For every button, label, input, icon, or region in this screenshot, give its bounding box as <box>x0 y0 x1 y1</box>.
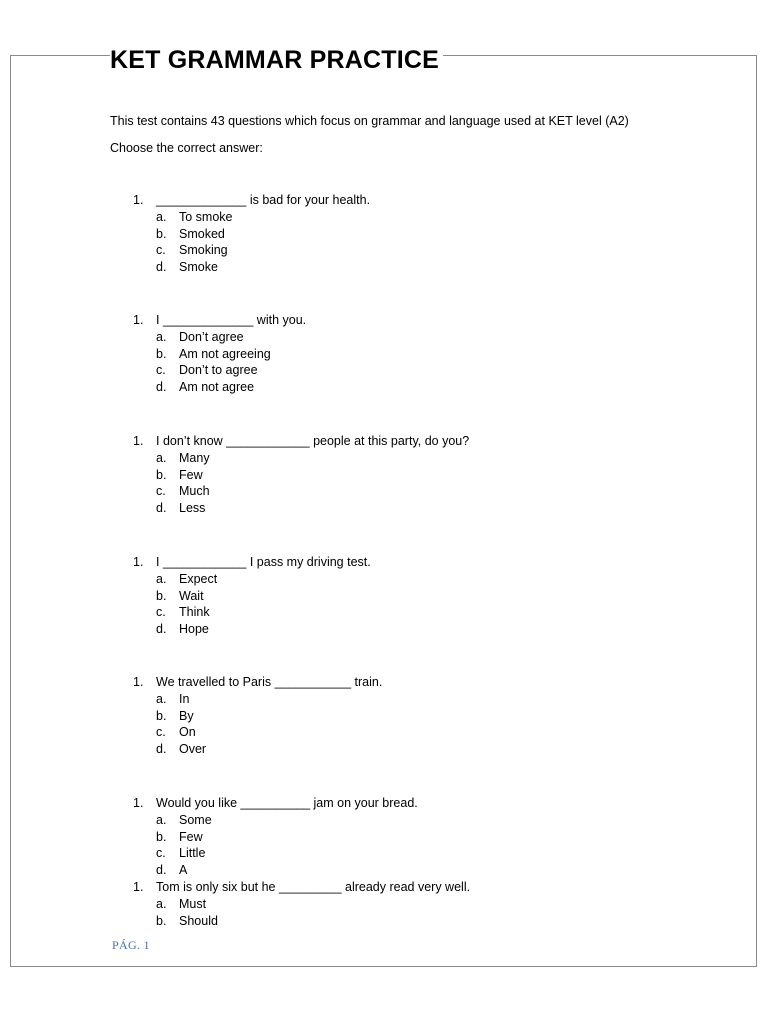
answer-option <box>0 483 400 500</box>
question-number: 1. <box>133 313 144 327</box>
option-letter: d. <box>156 501 167 516</box>
question-text: Tom is only six but he _________ already read very well. <box>156 880 471 894</box>
option-text: Expect <box>179 571 218 586</box>
answer-options <box>0 209 400 276</box>
option-text: Less <box>179 501 206 516</box>
option-text: Much <box>179 484 210 499</box>
option-letter: a. <box>156 571 167 586</box>
option-text: Some <box>179 812 212 827</box>
option-letter: c. <box>156 846 166 861</box>
answer-options <box>0 329 400 396</box>
option-letter: d. <box>156 742 167 757</box>
question-text: _____________ is bad for your health. <box>156 193 371 207</box>
answer-option <box>0 259 400 276</box>
option-letter: c. <box>156 243 166 258</box>
option-letter: b. <box>156 829 167 844</box>
option-letter: c. <box>156 605 166 620</box>
answer-option <box>0 450 400 467</box>
answer-option <box>0 621 400 638</box>
option-text: By <box>179 708 194 723</box>
question-number: 1. <box>133 193 144 207</box>
answer-option <box>0 691 400 708</box>
question-text: I _____________ with you. <box>156 313 307 327</box>
answer-option <box>0 226 400 243</box>
question-number: 1. <box>133 434 144 448</box>
answer-option <box>0 500 400 517</box>
option-letter: a. <box>156 450 167 465</box>
document-title: KET GRAMMAR PRACTICE <box>110 44 443 76</box>
option-text: Smoking <box>179 243 228 258</box>
option-letter: d. <box>156 863 167 878</box>
question-number: 1. <box>133 555 144 569</box>
answer-option <box>0 829 400 846</box>
option-text: Must <box>179 896 207 911</box>
answer-option <box>0 741 400 758</box>
question-text: I ____________ I pass my driving test. <box>156 555 371 569</box>
answer-option <box>0 346 400 363</box>
option-letter: c. <box>156 363 166 378</box>
option-text: Don’t agree <box>179 329 244 344</box>
option-text: Few <box>179 467 203 482</box>
option-letter: d. <box>156 622 167 637</box>
option-letter: a. <box>156 329 167 344</box>
answer-options <box>0 571 400 638</box>
answer-option <box>0 862 400 879</box>
option-text: A <box>179 863 188 878</box>
option-text: Don’t to agree <box>179 363 258 378</box>
option-letter: b. <box>156 226 167 241</box>
option-text: To smoke <box>179 209 233 224</box>
option-letter: a. <box>156 691 167 706</box>
option-letter: d. <box>156 380 167 395</box>
option-text: Think <box>179 605 210 620</box>
option-text: Wait <box>179 588 204 603</box>
question-text: We travelled to Paris ___________ train. <box>156 675 383 689</box>
answer-option <box>0 588 400 605</box>
option-letter: c. <box>156 484 166 499</box>
answer-option <box>0 812 400 829</box>
answer-option <box>0 362 400 379</box>
option-text: Little <box>179 846 206 861</box>
answer-option <box>0 467 400 484</box>
option-text: Many <box>179 450 210 465</box>
intro-text: This test contains 43 questions which focus on grammar and language used at KET level (A2) <box>110 114 629 128</box>
question-number: 1. <box>133 675 144 689</box>
answer-option <box>0 209 400 226</box>
instruction-text: Choose the correct answer: <box>110 141 263 155</box>
answer-option <box>0 379 400 396</box>
answer-options <box>0 450 400 517</box>
question-number: 1. <box>133 880 144 894</box>
option-letter: c. <box>156 725 166 740</box>
answer-option <box>0 724 400 741</box>
option-text: In <box>179 691 190 706</box>
option-letter: b. <box>156 708 167 723</box>
option-text: Hope <box>179 622 209 637</box>
option-letter: b. <box>156 467 167 482</box>
option-text: Smoked <box>179 226 225 241</box>
option-text: Few <box>179 829 203 844</box>
option-letter: a. <box>156 896 167 911</box>
answer-option <box>0 242 400 259</box>
question-text: Would you like __________ jam on your bread. <box>156 796 418 810</box>
question-number: 1. <box>133 796 144 810</box>
answer-options <box>0 691 400 758</box>
answer-option <box>0 604 400 621</box>
answer-option <box>0 845 400 862</box>
answer-option <box>0 571 400 588</box>
question-text: I don’t know ____________ people at this party, do you? <box>156 434 470 448</box>
answer-option <box>0 329 400 346</box>
answer-options <box>0 812 400 879</box>
page-number: PÁG. 1 <box>112 938 150 952</box>
option-letter: b. <box>156 588 167 603</box>
option-letter: b. <box>156 913 167 928</box>
option-text: Should <box>179 913 218 928</box>
answer-option <box>0 896 400 913</box>
option-letter: a. <box>156 209 167 224</box>
answer-option <box>0 913 400 930</box>
option-text: Over <box>179 742 207 757</box>
option-text: Smoke <box>179 260 218 275</box>
option-letter: a. <box>156 812 167 827</box>
option-letter: b. <box>156 346 167 361</box>
option-text: Am not agree <box>179 380 255 395</box>
option-letter: d. <box>156 260 167 275</box>
answer-option <box>0 708 400 725</box>
option-text: Am not agreeing <box>179 346 271 361</box>
option-text: On <box>179 725 196 740</box>
answer-options <box>0 896 400 930</box>
